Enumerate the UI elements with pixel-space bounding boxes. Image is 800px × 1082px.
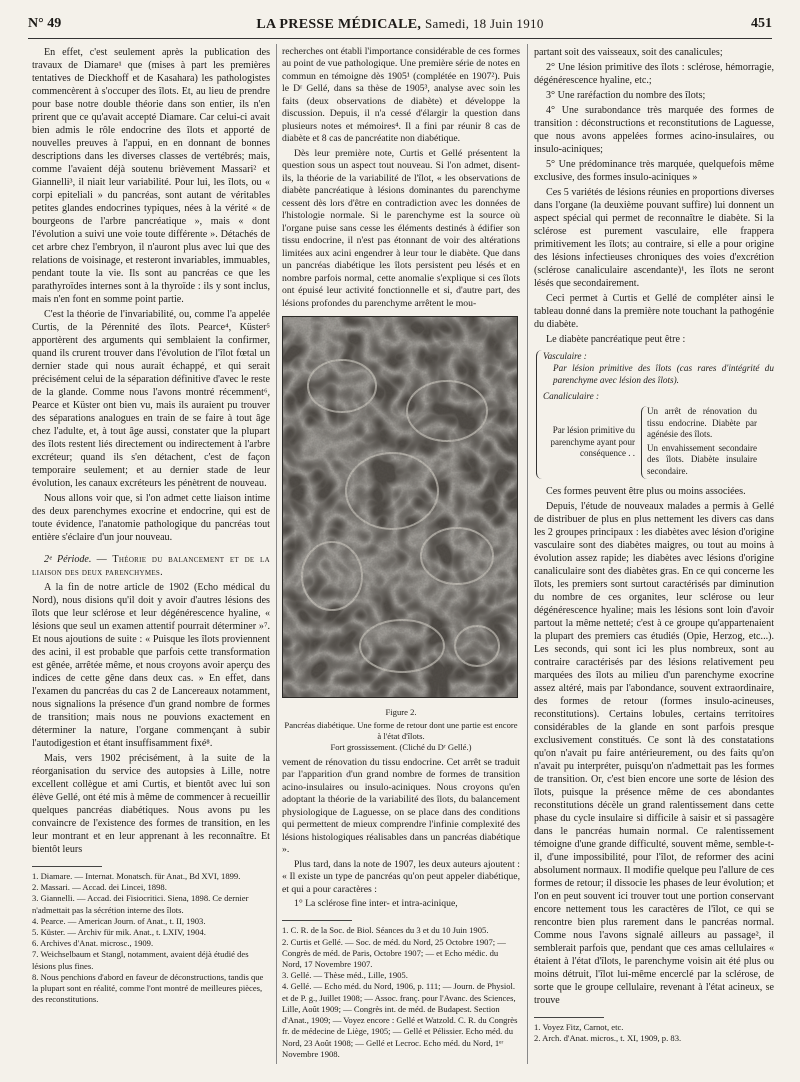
canaliculaire-branch bbox=[543, 406, 774, 479]
vasculaire-label: Vasculaire : bbox=[543, 351, 587, 361]
paragraph: recherches ont établi l'importance considérable de ces formes au point de vue pathologique. Une première série de notes en commun en témoigne dès 1905¹ (complétée en 1907²). Puis le Dʳ Gellé, dans sa thèse de 1905³, analyse avec soin les faits (deux observations de diabète) et développe la discussion. Depuis, il n'a cessé d'élargir la question dans plusieurs notes et mémoires⁴. Il a fini par réunir 8 cas de diabète et 8 cas de pancréatite non diabétique. bbox=[282, 46, 520, 145]
issue-date: Samedi, 18 Juin 1910 bbox=[424, 16, 544, 31]
paragraph: 1° La sclérose fine inter- et intra-acinique, bbox=[294, 897, 458, 909]
column-divider bbox=[527, 44, 528, 1064]
figure-caption bbox=[282, 707, 520, 753]
option-invasion: Un envahissement secondaire des îlots. Diabète insulaire secondaire. bbox=[647, 442, 757, 476]
canaliculaire-label: Canaliculaire : bbox=[543, 391, 600, 401]
section-heading: 2ᵉ Période. — Théorie du balancement et de la liaison des deux parenchymes. bbox=[32, 554, 270, 578]
list-item: 4° Une surabondance très marquée des formes de transition : déconstructions et reconstitutions de Laguesse, que nous avons appelées formes acino-insulaires, ou insulo-aciniques; bbox=[534, 105, 774, 155]
paragraph: Depuis, l'étude de nouveaux malades a permis à Gellé de distribuer de plus en plus nettement les divers cas dans les 2 groupes principaux : les diabètes avec lésion d'origine vasculaire sont des diabètes maigres, ou tout au moins à évolution assez rapide; les diabètes avec lésions d'origine canaliculaire sont des diabètes gras. En ce qui concerne les îlots, les premiers sont surtout caractérisés par diminution du nombre de ces organites, leur sclérose ou leur dégénérescence hyaline; mais les lésions sont loin d'avoir partout la même netteté; c'est à ce groupe qu'appartenaient la plupart des premiers cas étudiés (Opie, Herzog, etc...). Les seconds, qui sont ici les plus nombreux, sont au contraire caractérisés par des lésions relativement peu marquées des îlots au milieu d'un parenchyme exocrine assez altéré, mais par l'abondance, souvent extraordinaire, des formes de retour (formes insulo-acineuses, reconstitutions). Certains lobules, certains territoires considérables de la glande en sont parfois presque exclusivement constitués. Ce sont là des constatations qu'on n'avait pu faire antérieurement, ou des faits qu'on n'avait pu interpréter, puisqu'on n'admettait pas les formes de transition. Or, c'est bien encore une sorte de lésion des îlots, puisque la présence même de ces abondantes reconstitutions décèle un grand ralentissement dans cette phase du cycle insulaire si difficile à saisir et si passagère dans le pancréas humain normal. Ce ralentissement témoigne d'une grande difficulté, souvent même, semble-t-il, d'une impossibilité, pour l'îlot, de reformer des acini absolument normaux. Il modifie quelque peu l'allure de ces formes de retour; il dissocie les phases de leur évolution; et l'on en peut souvent ici trouver tout une portion conservant encore nettement tous les caractères de l'îlot, ce qui se rencontre bien plus rarement dans le pancréas normal. Comme nous l'avons signalé ailleurs au passage², il semblerait parfois que, pendant que ces amas cellulaires « étaient à l'état d'îlots, le parenchyme voisin ait été plus ou moins détruit, l'îlot lui-même encerclé par la sclérose, de sorte que le groupe cellulaire, revenant à l'état acineux, se trouve bbox=[534, 501, 774, 1006]
figure-credit: Fort grossissement. (Cliché du Dʳ Gellé.) bbox=[330, 741, 472, 752]
footnote: 2. Arch. d'Anat. micros., t. XI, 1909, p. 83. bbox=[534, 1033, 682, 1044]
list-item: 3° Une raréfaction du nombre des îlots; bbox=[546, 90, 706, 101]
vasculaire-text: Par lésion primitive des îlots (cas rares d'intégrité du parenchyme avec lésion des îlots). bbox=[553, 363, 774, 385]
paragraph: partant soit des vaisseaux, soit des canalicules; bbox=[534, 47, 723, 58]
paragraph: Ceci permet à Curtis et Gellé de compléter ainsi le tableau donné dans la première note touchant la pathogénie du diabète. bbox=[534, 293, 774, 330]
paragraph: Dès leur première note, Curtis et Gellé présentent la question sous un aspect tout nouveau. Si l'on admet, disent-ils, la théorie de la variabilité de l'îlot, « les observations de diabète pancréatique à lésions dominantes du parenchyme cessent dès lors d'être en contradiction avec les données de l'histologie normale. Si le parenchyme est la source où l'organe puise sans cesse les éléments destinés à édifier son tissu endocrine, il n'est pas étonnant de voir des altérations limitées aux acini engendrer à leur tour le diabète. Que dans un pancréas diabétique les îlots persistent peu lésés et en nombre parfois normal, cette anomalie s'explique si ces îlots ont épuisé leur activité fonctionnelle et si, d'autre part, des lésions profondes du parenchyme arrêtent le mou- bbox=[282, 147, 520, 309]
vasculaire-entry bbox=[543, 350, 774, 386]
footnote: 6. Archives d'Anat. microsc., 1909. bbox=[32, 938, 154, 949]
footnotes bbox=[282, 925, 520, 1059]
figure-2 bbox=[282, 316, 520, 752]
footnotes bbox=[534, 1022, 774, 1044]
paragraph: En effet, c'est seulement après la publication des travaux de Diamare¹ que (mises à part les premières tentatives de Dieckhoff et de Kasahara) les pathologistes commencèrent à s'occuper des îlots. Et, au lieu de prendre pour base notre double théorie dans son entier, ils n'en prirent que ce qu'avait accepté Diamare. Car celui-ci avait bien admis le rôle endocrine des îlots et apporté de nouvelles preuves à l'appui, en en donnant de bonnes descriptions dans les diverses classes de vertébrés; mais, comme l'avaient déjà soutenu brièvement Massari² et Giannelli³, il niait leur variabilité. Pour lui, les îlots, ou « corpi epiteliali » du pancréas, sont autant de véritables petites glandes endocrines typiques, nées à la vérité « de bourgeons de l'arbre pancréatique », mais « dont l'évolution a suivi une voie toute différente ». Détachés de cet arbre chez l'embryon, il n'auront plus avec lui que des relations de voisinage, et resteront invariables, immuables, pendant toute la vie. Ils sont au pancréas ce que les parathyroïdes internes sont à la thyroïde : ils y sont inclus, mais n'en font en somme point partie. bbox=[32, 47, 270, 305]
footnote: 1. C. R. de la Soc. de Biol. Séances du 3 et du 10 Juin 1905. bbox=[282, 925, 489, 936]
page-number: 451 bbox=[751, 16, 772, 31]
journal-title: LA PRESSE MÉDICALE, bbox=[256, 17, 422, 32]
issue-number: N° 49 bbox=[28, 16, 62, 31]
footnote-rule bbox=[282, 920, 352, 921]
paragraph: Le diabète pancréatique peut être : bbox=[546, 334, 686, 345]
canaliculaire-entry bbox=[543, 390, 774, 479]
paragraph: C'est la théorie de l'invariabilité, ou, comme l'a appelée Curtis, de la Pérennité des îlots. Pearce⁴, Küster⁵ apportèrent des arguments qui semblaient la confirmer, quand ils crurent trouver dans l'évolution de l'îlot fœtal un dernier stade qui nous aurait échappé, et qui serait précisément celui de la séparation définitive d'avec le reste de la glande. Comme nous l'avons montré récemment⁶, Pearce et Küster ont bien vu, mais ils auraient pu trouver des séparations analogues en train de se faire à tout âge chez l'adulte, et, à tout âge aussi, constater que la plupart des îlots restent liés directement ou indirectement à l'arbre excréteur; quand ils s'en détachent, c'est de façon temporaire seulement; et au dernier stade de leur évolution, les canaux excréteurs les pénètrent de nouveau. bbox=[32, 309, 270, 489]
column-1 bbox=[32, 46, 270, 1005]
list-item: 5° Une prédominance très marquée, quelquefois même exclusive, des formes insulo-aciniques » bbox=[534, 159, 774, 183]
figure-label: Figure 2. bbox=[385, 706, 417, 717]
column-divider bbox=[276, 44, 277, 1064]
paragraph: Ces 5 variétés de lésions réunies en proportions diverses dans l'organe (la deuxième pouvant suffire) lui donnent un aspect spécial qui permet de reconnaître le diabète. Si la sclérose est purement vasculaire, elle frappera primitivement les îlots; au contraire, si elle a pour origine des lésions infectieuses chroniques des voies d'excrétion (sclérose canaliculaire ascendante)¹, les îlots ne seront lésés que secondairement. bbox=[534, 187, 774, 289]
footnote: 7. Weichselbaum et Stangl, notamment, avaient déjà étudié des lésions plus fines. bbox=[32, 949, 249, 971]
footnote: 2. Massari. — Accad. dei Lincei, 1898. bbox=[32, 882, 167, 893]
figure-caption-text: Pancréas diabétique. Une forme de retour dont une partie est encore à l'état d'îlots. bbox=[284, 719, 518, 741]
footnote: 3. Gellé. — Thèse méd., Lille, 1905. bbox=[282, 970, 408, 981]
masthead bbox=[28, 16, 772, 33]
paragraph: Nous allons voir que, si l'on admet cette liaison intime des deux parenchymes exocrine et endocrine, qui est de toute évidence, l'anatomie pathologique du pancréas tout entière s'éclaire d'un jour nouveau. bbox=[32, 493, 270, 543]
header-rule bbox=[28, 38, 772, 39]
footnote: 1. Voyez Fitz, Carnot, etc. bbox=[534, 1022, 624, 1032]
footnote-rule bbox=[534, 1017, 604, 1018]
column-2 bbox=[282, 46, 520, 1060]
column-3 bbox=[534, 46, 774, 1044]
paragraph: A la fin de notre article de 1902 (Echo médical du Nord), nous disions qu'il doit y avoir d'autres lésions des îlots que leur sclérose et leur dégénérescence hyaline, « lésions que seul un examen attentif pourrait déterminer »⁷. Et nous ajoutions de suite : « Puisque les îlots proviennent des acini, il est probable que parfois cette transformation est gênée, arrêtée même, et nous croyons avoir aperçu des indices de cette gêne dans deux cas. » En effet, dans l'examen du pancréas du cas 2 de Lancereaux notamment, nous signalions la présence d'un grand nombre de formes de transition; mais nous ne pouvions exactement en déterminer la nature, l'organe commençant à subir l'autodigestion et étant insuffisamment fixé⁸. bbox=[32, 582, 270, 749]
footnote: 4. Pearce. — American Journ. of Anat., t. II, 1903. bbox=[32, 915, 206, 926]
option-agenesis: Un arrêt de rénovation du tissu endocrine. Diabète par agénésie des îlots. bbox=[647, 406, 757, 439]
footnote-rule bbox=[32, 866, 102, 867]
micrograph-image bbox=[282, 316, 518, 698]
footnote: 2. Curtis et Gellé. — Soc. de méd. du Nord, 25 Octobre 1907; — Congrès de méd. de Paris, Octobre 1907; — et Echo médic. du Nord, 17 Novembre 1907. bbox=[282, 936, 506, 970]
page-header bbox=[28, 16, 772, 36]
classification-table bbox=[536, 350, 774, 479]
canaliculaire-options bbox=[641, 406, 757, 479]
list-item: 2° Une lésion primitive des îlots : sclérose, hémorragie, dégénérescence hyaline, etc.; bbox=[534, 62, 774, 86]
paragraph: Ces formes peuvent être plus ou moins associées. bbox=[546, 486, 746, 497]
footnote: 8. Nous penchions d'abord en faveur de déconstructions, tandis que la plupart sont en réalité, comme l'ont montré de meilleures pièces, des reconstitutions. bbox=[32, 971, 264, 1005]
paragraph: vement de rénovation du tissu endocrine. Cet arrêt se traduit par l'apparition d'un grand nombre de formes de transition acino-insulaires ou insulo-aciniques. Nous croyons qu'en adoptant la théorie de la variabilité des îlots, du balancement physiologique de Laguesse, on se place dans des conditions qui permettent de mieux comprendre l'infinie complexité des lésions histologiques réalisables dans un pancréas diabétique ». bbox=[282, 756, 520, 856]
footnotes bbox=[32, 871, 270, 1005]
footnote: 1. Diamare. — Internat. Monatsch. für Anat., Bd XVI, 1899. bbox=[32, 871, 241, 881]
canaliculaire-cause: Par lésion primitive du parenchyme ayant pour conséquence . . bbox=[550, 425, 635, 459]
footnote: 3. Giannelli. — Accad. dei Fisiocritici. Siena, 1898. Ce dernier n'admettait pas la sécrétion interne des îlots. bbox=[32, 893, 249, 915]
paragraph: Plus tard, dans la note de 1907, les deux auteurs ajoutent : « Il existe un type de pancréas qu'on peut appeler diabétique, et qui a pour caractères : bbox=[282, 858, 520, 895]
paragraph: Mais, vers 1902 précisément, à la suite de la réorganisation du service des autopsies à Lille, notre excellent collègue et ami Curtis, et bientôt avec lui son élève Gellé, ont été mis à même de commencer à recueillir quelques pancréas diabétiques. Nous avons pu les convaincre de l'existence des formes de transition, en les leur montrant et en leur apprenant à les reconnaître. Et bientôt leurs bbox=[32, 753, 270, 855]
footnote: 4. Gellé. — Echo méd. du Nord, 1906, p. 111; — Journ. de Physiol. et de P. g., Juillet 1908; — Assoc. franç. pour l'Avanc. des Sciences, Lille, Août 1909; — Congrès int. de méd. de Budapest. Section d'Anat., 1909; — Voyez encore : Gellé et Watzold. C. R. du Congrès fr. de médecine de Liège, 1905; — Gellé et Pélissier. Echo méd. du Nord, 23 Août 1908; — Gellé et Lecroc. Echo méd. du Nord, 1ᵉʳ Novembre 1908. bbox=[282, 981, 518, 1059]
footnote: 5. Küster. — Archiv für mik. Anat., t. LXIV, 1904. bbox=[32, 927, 206, 938]
